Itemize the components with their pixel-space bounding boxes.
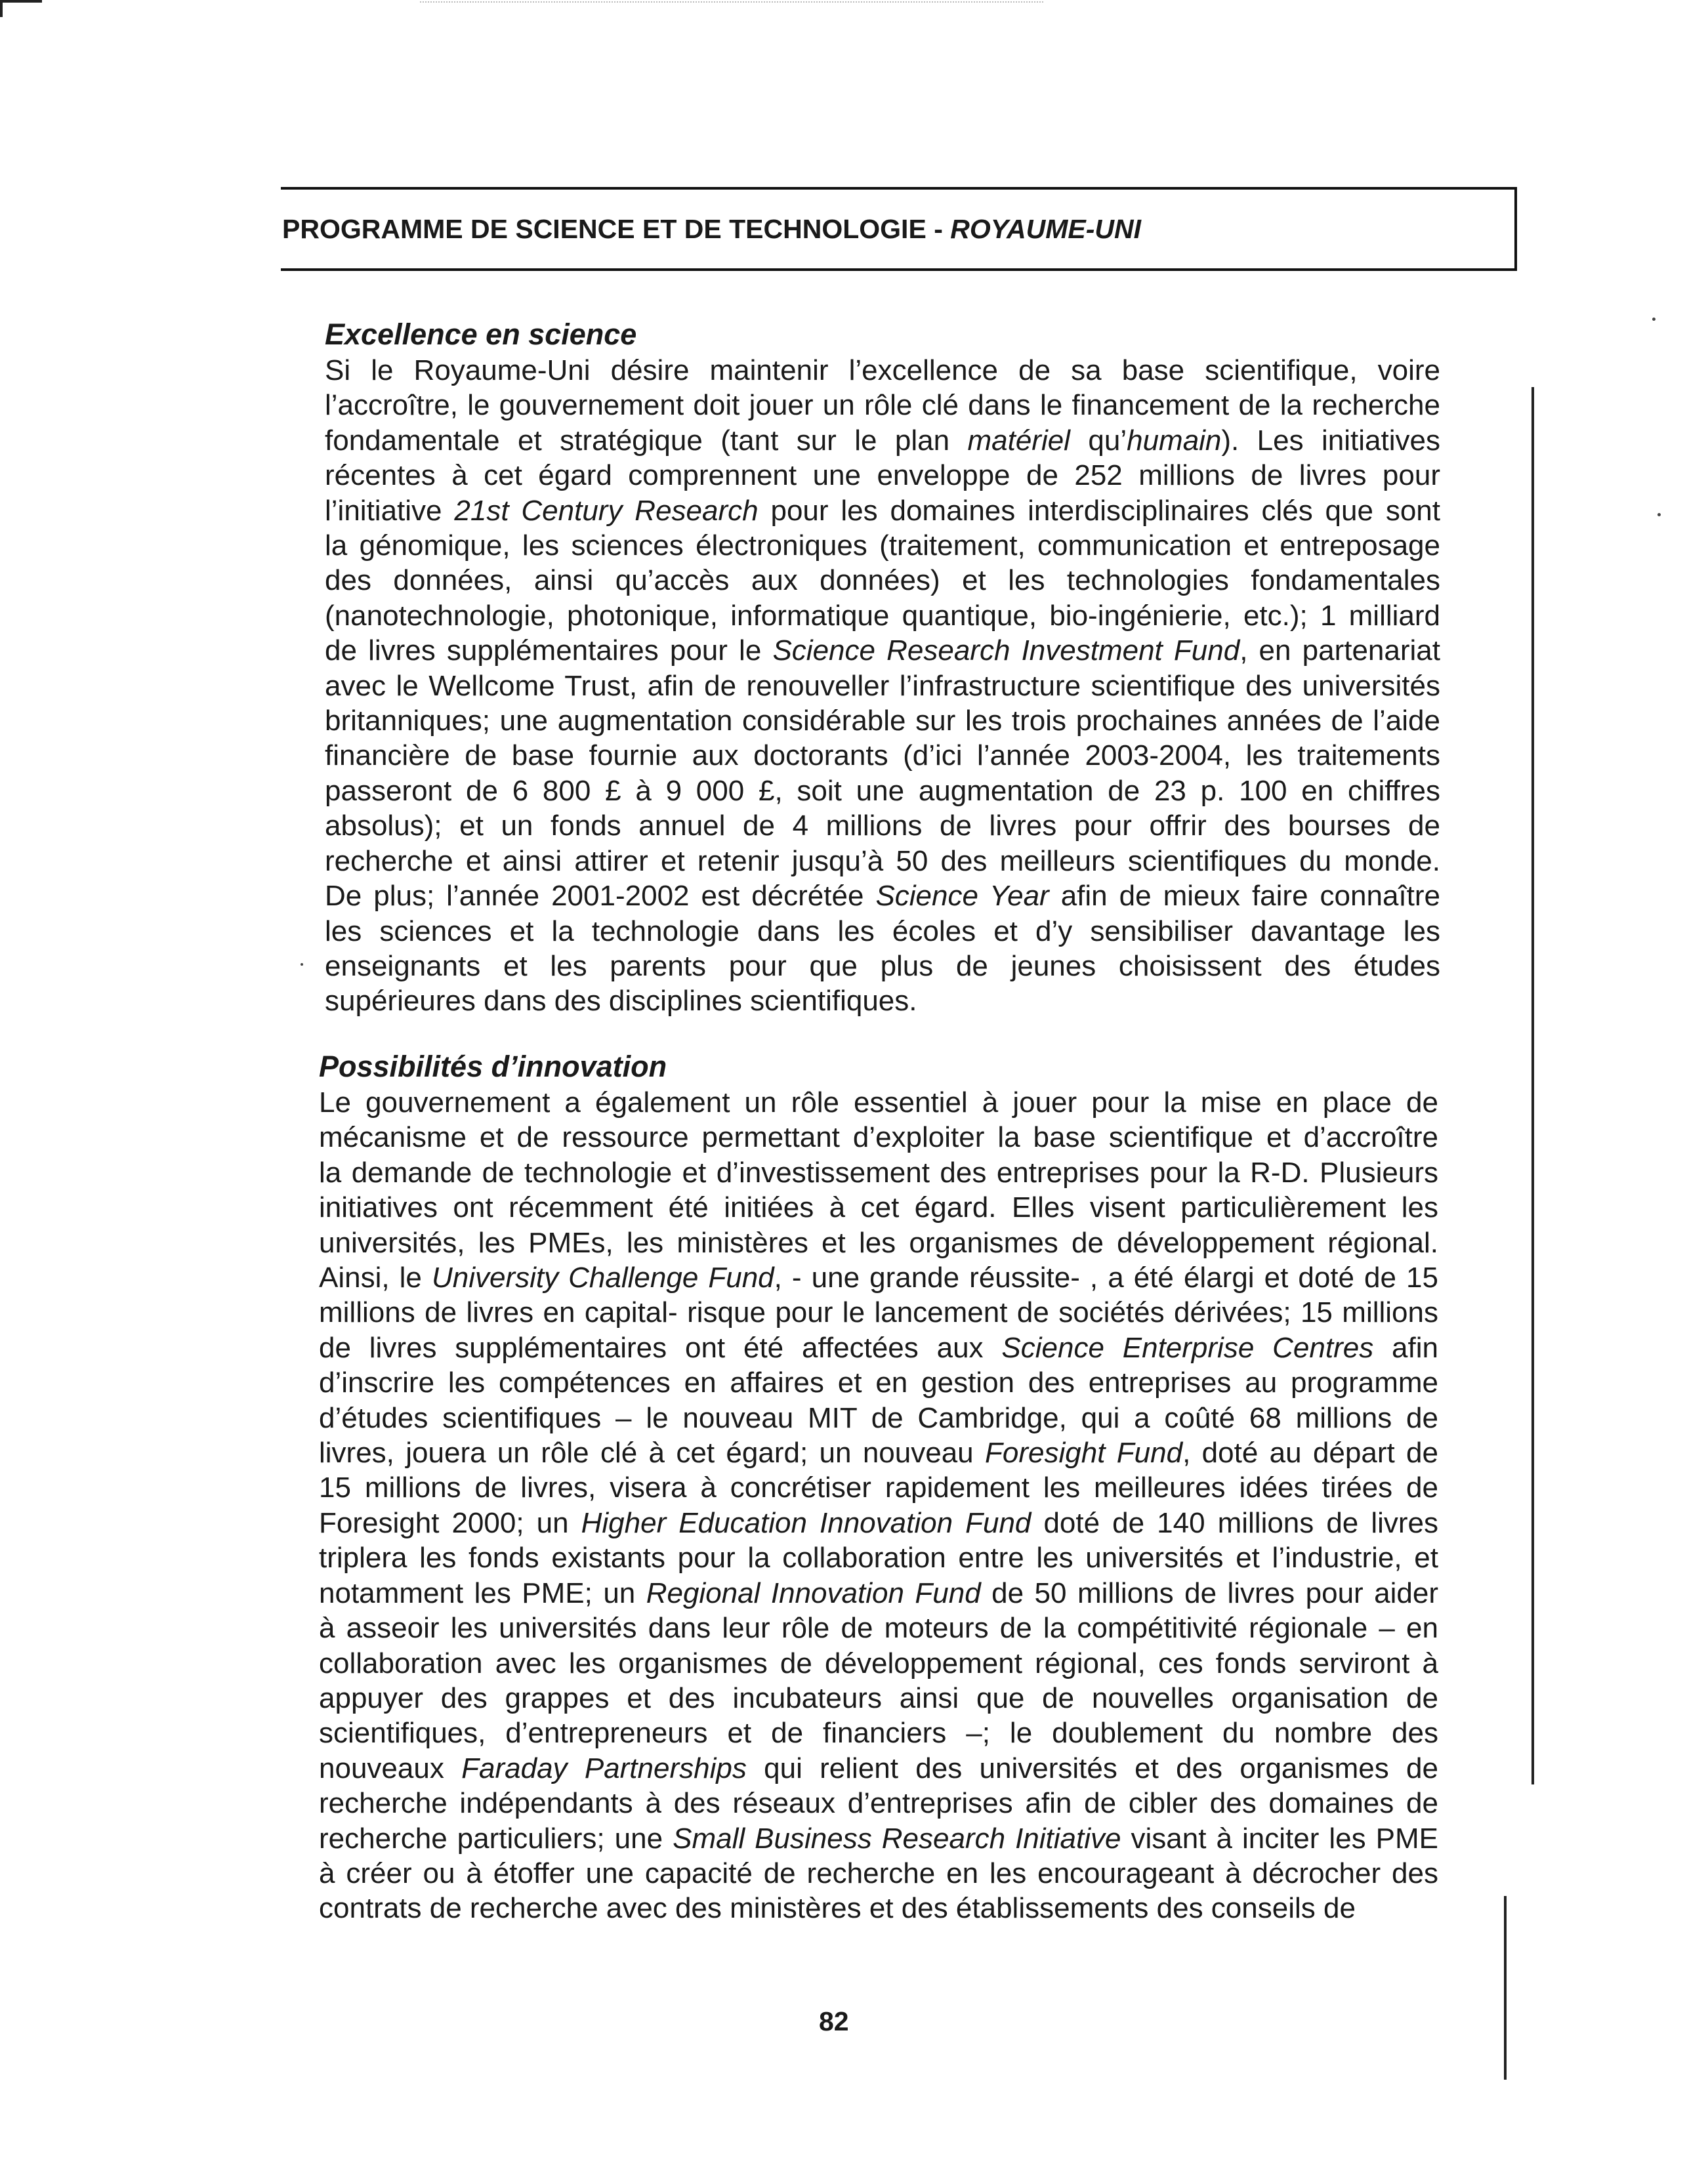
- text-line: [319, 1401, 1438, 1435]
- text-line: [319, 1646, 1438, 1681]
- text-run: d’inscrire les compétences en affaires et en gestion des entreprises au programme: [319, 1367, 1438, 1399]
- text-run: , - une grande réussite- , a été élargi et doté de 15: [774, 1262, 1438, 1294]
- scan-speck: [301, 963, 303, 966]
- text-run: de livres supplémentaires ont été affectées aux: [319, 1331, 1002, 1364]
- header-title-country: ROYAUME-UNI: [950, 214, 1142, 244]
- text-line: [325, 598, 1440, 633]
- italic-text: humain: [1127, 424, 1222, 457]
- text-run: fondamentale et stratégique (tant sur le plan: [325, 424, 968, 457]
- text-line: [325, 633, 1440, 668]
- scan-corner-mark: [0, 0, 42, 17]
- text-line: [319, 1716, 1438, 1750]
- italic-text: Science Year: [875, 880, 1049, 913]
- text-line: [319, 1506, 1438, 1540]
- text-line: [325, 808, 1440, 843]
- section-heading: Possibilités d’innovation: [319, 1050, 667, 1083]
- text-line: [319, 1435, 1438, 1470]
- text-run: récentes à cet égard comprennent une enveloppe de 252 millions de livres pour: [325, 459, 1440, 492]
- text-line: [325, 949, 1440, 983]
- italic-text: Higher Education Innovation Fund: [581, 1506, 1031, 1539]
- text-run: millions de livres en capital- risque pour le lancement de sociétés dérivées; 15 millions: [319, 1296, 1438, 1329]
- text-line: [319, 1330, 1438, 1365]
- text-run: financière de base fournie aux doctorants (d’ici l’année 2003-2004, les traitements: [325, 739, 1440, 772]
- text-run: d’études scientifiques – le nouveau MIT de Cambridge, qui a coûté 68 millions de: [319, 1401, 1438, 1434]
- text-line: [319, 1856, 1438, 1891]
- text-run: des données, ainsi qu’accès aux données) et les technologies fondamentales: [325, 564, 1440, 597]
- text-line: [319, 1470, 1438, 1505]
- text-run: initiatives ont récemment été initiées à cet égard. Elles visent particulièrement les: [319, 1191, 1438, 1224]
- scan-speck: [1652, 318, 1656, 321]
- text-run: absolus); et un fonds annuel de 4 millions de livres pour offrir des bourses de: [325, 810, 1440, 842]
- italic-text: Faraday Partnerships: [461, 1752, 747, 1784]
- italic-text: University Challenge Fund: [431, 1262, 774, 1294]
- italic-text: Science Enterprise Centres: [1001, 1331, 1374, 1364]
- scan-speck: [1657, 513, 1661, 516]
- text-line: [319, 1611, 1438, 1645]
- text-line: [325, 458, 1440, 493]
- text-line: [325, 878, 1440, 913]
- text-line: [325, 703, 1440, 738]
- text-line: [319, 1295, 1438, 1330]
- text-run: recherche et ainsi attirer et retenir jusqu’à 50 des meilleurs scientifiques du monde.: [325, 844, 1440, 877]
- text-line: [319, 1155, 1438, 1190]
- text-line: [319, 1226, 1438, 1260]
- scan-top-edge: [420, 1, 1043, 3]
- text-run: visant à inciter les PME: [1121, 1822, 1439, 1855]
- text-run: passeront de 6 800 £ à 9 000 £, soit une augmentation de 23 p. 100 en chiffres: [325, 774, 1440, 807]
- text-run: triplera les fonds existants pour la collaboration entre les universités et l’industrie, et: [319, 1542, 1438, 1575]
- italic-text: Science Research Investment Fund: [772, 634, 1240, 667]
- text-line: [319, 1365, 1438, 1400]
- text-line: [325, 844, 1440, 878]
- text-run: Si le Royaume-Uni désire maintenir l’excellence de sa base scientifique, voire: [325, 354, 1440, 386]
- text-run: contrats de recherche avec des ministères et des établissements des conseils de: [319, 1892, 1356, 1925]
- text-line: [325, 669, 1440, 703]
- text-run: mécanisme et de ressource permettant d’exploiter la base scientifique et d’accroître: [319, 1121, 1438, 1154]
- header-title-prefix: PROGRAMME DE SCIENCE ET DE TECHNOLOGIE -: [282, 214, 951, 244]
- text-line: [325, 388, 1440, 422]
- margin-rule: [1531, 387, 1534, 1784]
- text-run: supérieures dans des disciplines scientifiques.: [325, 985, 917, 1018]
- text-run: de livres supplémentaires pour le: [325, 634, 773, 667]
- page-number: 82: [819, 2006, 849, 2036]
- text-line: [319, 1891, 1438, 1926]
- text-line: [325, 423, 1440, 458]
- text-line: [325, 528, 1440, 563]
- italic-text: Foresight Fund: [985, 1437, 1183, 1470]
- text-line: [325, 738, 1440, 773]
- text-run: la demande de technologie et d’investissement des entreprises pour la R-D. Plusieurs: [319, 1156, 1438, 1189]
- text-run: scientifiques, d’entrepreneurs et de financiers –; le doublement du nombre des: [319, 1717, 1438, 1750]
- section-heading: Excellence en science: [325, 318, 637, 351]
- text-run: l’initiative: [325, 494, 455, 527]
- text-run: les sciences et la technologie dans les écoles et d’y sensibiliser davantage les: [325, 915, 1440, 947]
- text-line: [325, 914, 1440, 949]
- section-innovation: [319, 1050, 1438, 1926]
- text-line: [319, 1085, 1438, 1120]
- text-run: , doté au départ de: [1182, 1437, 1439, 1470]
- text-run: (nanotechnologie, photonique, informatique quantique, bio-ingénierie, etc.); 1 milliard: [325, 599, 1440, 632]
- margin-rule-lower: [1504, 1896, 1507, 2080]
- text-line: [319, 1751, 1438, 1786]
- text-run: recherche particuliers; une: [319, 1822, 673, 1855]
- italic-text: Small Business Research Initiative: [673, 1822, 1121, 1855]
- italic-text: Regional Innovation Fund: [646, 1576, 981, 1609]
- text-line: [319, 1190, 1438, 1225]
- text-run: la génomique, les sciences électroniques (traitement, communication et entreposage: [325, 529, 1440, 562]
- text-line: [319, 1260, 1438, 1295]
- text-run: qui relient des universités et des organismes de: [746, 1752, 1438, 1784]
- text-line: [325, 773, 1440, 808]
- text-line: [325, 563, 1440, 598]
- text-line: [319, 1576, 1438, 1611]
- text-run: à créer ou à étoffer une capacité de recherche en les encourageant à décrocher des: [319, 1857, 1438, 1889]
- text-run: à asseoir les universités dans leur rôle de moteurs de la compétitivité régionale – en: [319, 1612, 1438, 1645]
- text-run: afin de mieux faire connaître: [1049, 880, 1440, 913]
- section-excellence: [325, 318, 1440, 1019]
- section-body: [319, 1085, 1438, 1926]
- text-run: britanniques; une augmentation considérable sur les trois prochaines années de l’aide: [325, 705, 1440, 737]
- text-line: [325, 493, 1440, 528]
- text-line: [319, 1786, 1438, 1821]
- text-run: recherche indépendants à des réseaux d’entreprises afin de cibler des domaines de: [319, 1787, 1438, 1820]
- text-run: pour les domaines interdisciplinaires clés que sont: [758, 494, 1440, 527]
- text-run: livres, jouera un rôle clé à cet égard; un nouveau: [319, 1437, 986, 1470]
- text-run: afin: [1373, 1331, 1439, 1364]
- text-run: collaboration avec les organismes de développement régional, ces fonds serviront à: [319, 1647, 1438, 1679]
- text-line: [325, 353, 1440, 388]
- text-run: avec le Wellcome Trust, afin de renouveller l’infrastructure scientifique des universités: [325, 669, 1440, 702]
- text-line: [319, 1821, 1438, 1856]
- section-body: [325, 353, 1440, 1019]
- text-run: qu’: [1070, 424, 1127, 457]
- italic-text: matériel: [967, 424, 1070, 457]
- text-run: notamment les PME; un: [319, 1576, 646, 1609]
- text-run: l’accroître, le gouvernement doit jouer un rôle clé dans le financement de la recherche: [325, 389, 1440, 422]
- text-line: [319, 1540, 1438, 1575]
- italic-text: 21st Century Research: [454, 494, 759, 527]
- text-line: [325, 983, 1440, 1018]
- text-line: [319, 1120, 1438, 1155]
- text-run: de 50 millions de livres pour aider: [980, 1576, 1439, 1609]
- text-run: De plus; l’année 2001-2002 est décrétée: [325, 880, 876, 913]
- text-run: Ainsi, le: [319, 1262, 432, 1294]
- text-run: Le gouvernement a également un rôle essentiel à jouer pour la mise en place de: [319, 1086, 1438, 1119]
- text-run: nouveaux: [319, 1752, 462, 1784]
- text-run: enseignants et les parents pour que plus de jeunes choisissent des études: [325, 949, 1440, 982]
- text-run: appuyer des grappes et des incubateurs ainsi que de nouvelles organisation de: [319, 1681, 1438, 1714]
- text-line: [319, 1681, 1438, 1716]
- text-run: doté de 140 millions de livres: [1031, 1506, 1438, 1539]
- text-run: ). Les initiatives: [1221, 424, 1440, 457]
- text-run: , en partenariat: [1239, 634, 1440, 667]
- text-run: Foresight 2000; un: [319, 1506, 581, 1539]
- text-run: universités, les PMEs, les ministères et les organismes de développement régional.: [319, 1226, 1438, 1259]
- text-run: 15 millions de livres, visera à concrétiser rapidement les meilleures idées tirées de: [319, 1472, 1438, 1504]
- page-header-title: [282, 214, 1141, 245]
